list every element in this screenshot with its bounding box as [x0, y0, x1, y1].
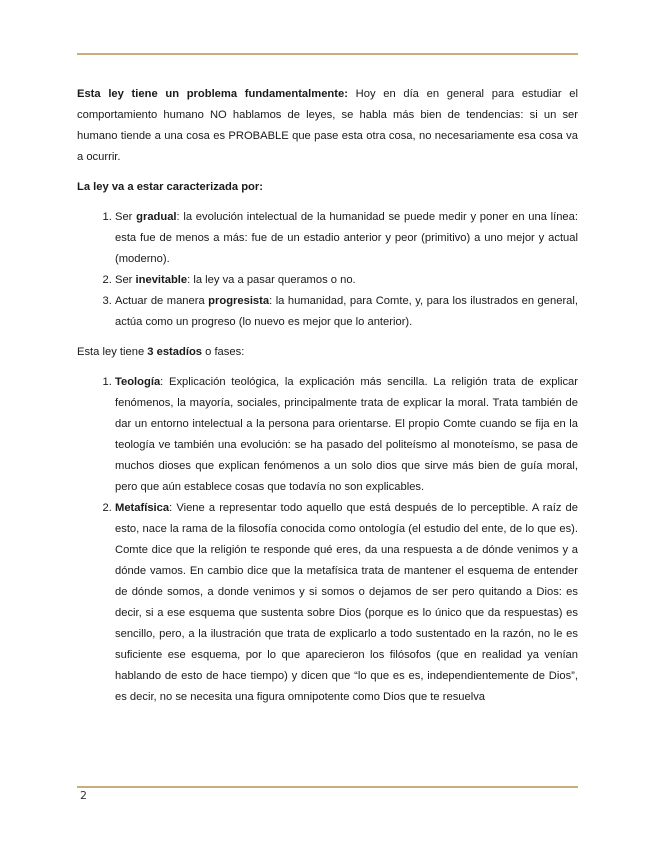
- stage-bold: Teología: [115, 376, 161, 388]
- characteristics-heading: [77, 177, 578, 198]
- footer-rule: [77, 786, 578, 788]
- characteristics-list: [77, 207, 578, 333]
- item-bold: inevitable: [135, 274, 188, 286]
- item-pre: Ser: [115, 211, 137, 223]
- characteristics-heading-text: La ley va a estar caracterizada por:: [77, 181, 263, 193]
- stages-intro-paragraph: [77, 342, 578, 363]
- list-item: [115, 207, 578, 270]
- stages-intro-post: o fases:: [202, 346, 245, 358]
- intro-text: Hoy en día en general para estudiar el comportamiento humano NO hablamos de leyes, se habla más bien de tendencias: si un ser humano tiende a una cosa es PROBABLE que pase esta otra cosa, no necesariamente esa cosa va a ocurrir.: [77, 88, 579, 163]
- list-item: [115, 291, 578, 333]
- stages-intro-bold: 3 estadíos: [147, 346, 203, 358]
- intro-paragraph: [77, 84, 578, 168]
- document-body: [77, 84, 578, 717]
- list-item: [115, 372, 578, 498]
- item-bold: progresista: [208, 295, 270, 307]
- item-text: : la humanidad, para Comte, y, para los ilustrados en general, actúa como un progreso (lo nuevo es mejor que lo anterior).: [115, 295, 578, 328]
- item-bold: gradual: [136, 211, 177, 223]
- stage-text: : Explicación teológica, la explicación más sencilla. La religión trata de explicar fenómenos, la mayoría, sociales, principalmente trata de explicar la moral. Trata también de dar un entorno intelectual a la persona para orientarse. El propio Comte cuando se fija en la teología ve también una evolución: se ha pasado del politeísmo al monoteísmo, se pasa de muchos dioses que explican fenómenos a un solo dios que sirve más bien de guía moral, pero que aún establece cosas que todavía no son explicables.: [115, 376, 578, 493]
- page-number: 2: [80, 789, 87, 802]
- item-pre: Ser: [115, 274, 136, 286]
- item-pre: Actuar de manera: [115, 295, 209, 307]
- item-text: : la evolución intelectual de la humanidad se puede medir y poner en una línea: esta fue de menos a más: fue de un estadio anterior y peor (primitivo) a uno mejor y actual (moderno).: [115, 211, 578, 265]
- list-item: [115, 498, 578, 708]
- list-item: [115, 270, 578, 291]
- header-rule: [77, 53, 578, 55]
- stage-text: : Viene a representar todo aquello que está después de lo perceptible. A raíz de esto, nace la rama de la filosofía conocida como ontología (el estudio del ente, de lo que es). Comte dice que la religión te responde qué eres, da una respuesta a de dónde venimos y a dónde vamos. En cambio dice que la metafísica trata de mantener el esquema de entender de dónde somos, a donde venimos y si somos o dejamos de ser pero quitando a Dios: es decir, si a ese esquema que sustenta sobre Dios (porque es lo único que da respuestas) es sencillo, pero, a la ilustración que trata de explicarlo a todo sustentado en la razón, no le es suficiente ese esquema, por lo que aparecieron los filósofos (que en realidad ya venían hablando de esto de hace tiempo) y dicen que “lo que es es, independientemente de Dios”, es decir, no se necesita una figura omnipotente como Dios que te resuelva: [115, 502, 578, 703]
- intro-bold: Esta ley tiene un problema fundamentalmente:: [77, 88, 348, 100]
- stage-bold: Metafísica: [115, 502, 170, 514]
- stages-intro-pre: Esta ley tiene: [77, 346, 148, 358]
- stages-list: [77, 372, 578, 708]
- item-text: : la ley va a pasar queramos o no.: [187, 274, 356, 286]
